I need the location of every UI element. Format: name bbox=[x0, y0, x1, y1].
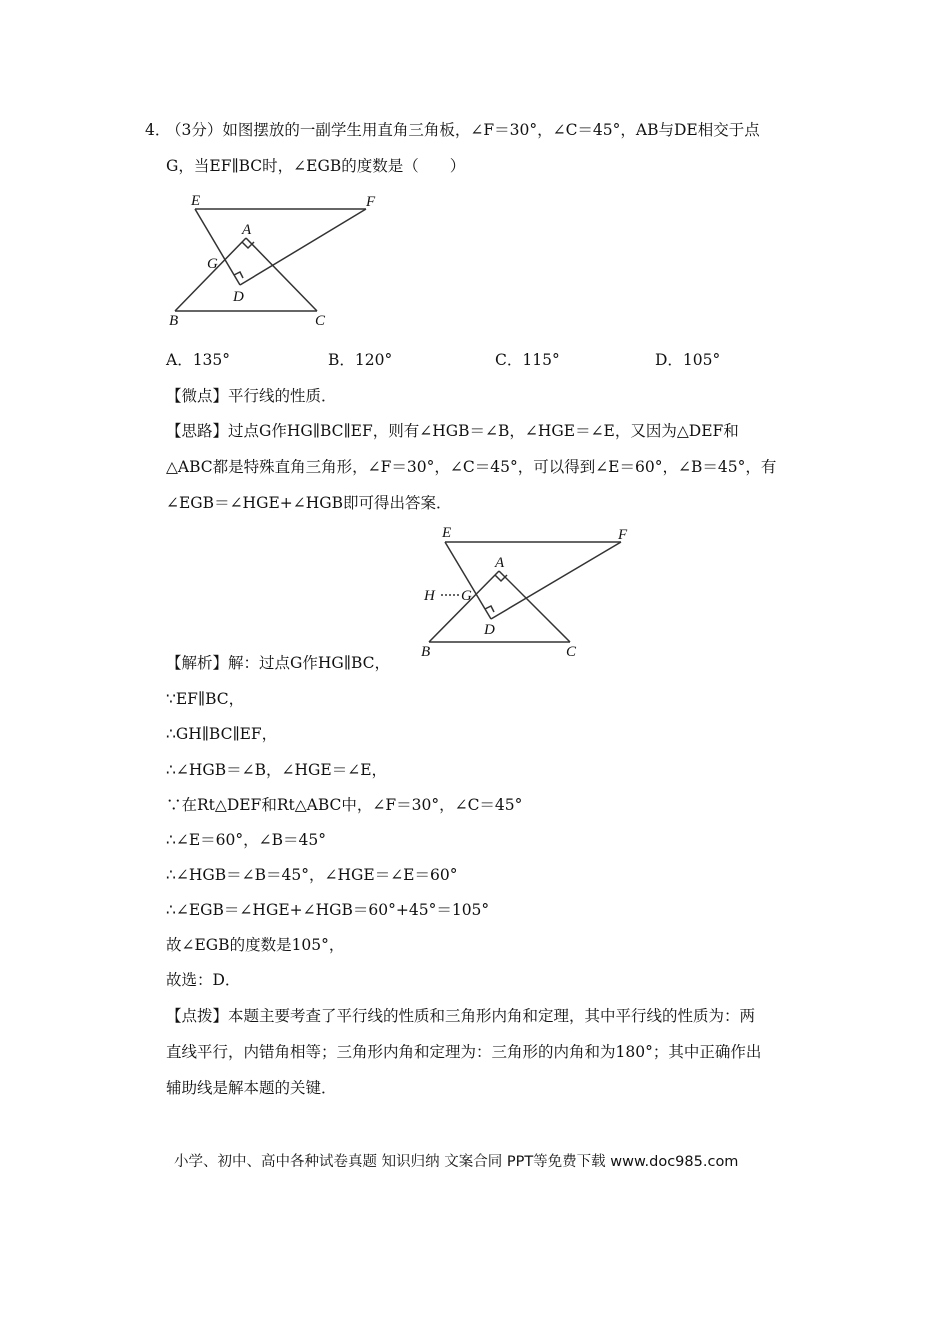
label-B: B bbox=[421, 644, 431, 660]
label-A: A bbox=[495, 555, 505, 571]
jiexi-line6: ∴∠E＝60°，∠B＝45° bbox=[166, 831, 326, 849]
silu-line2: △ABC都是特殊直角三角形，∠F＝30°，∠C＝45°，可以得到∠E＝60°，∠B＝45°，有 bbox=[166, 458, 777, 476]
question-text-line1: （3分）如图摆放的一副学生用直角三角板，∠F＝30°，∠C＝45°，AB与DE相交于点 bbox=[166, 121, 760, 139]
option-b[interactable]: B．120° bbox=[328, 351, 393, 369]
label-G: G bbox=[207, 256, 218, 272]
label-C: C bbox=[566, 644, 577, 660]
jiexi-line3: ∴GH∥BC∥EF， bbox=[166, 725, 278, 743]
jiexi-line2: ∵EF∥BC， bbox=[166, 690, 245, 708]
label-F: F bbox=[366, 194, 376, 210]
figure-triangles-auxiliary bbox=[415, 522, 640, 662]
label-A: A bbox=[242, 222, 252, 238]
option-a[interactable]: A．135° bbox=[166, 351, 231, 369]
label-G: G bbox=[461, 588, 472, 604]
jiexi-line10: 故选：D． bbox=[166, 971, 241, 989]
label-H: H bbox=[424, 588, 435, 604]
figure-triangles bbox=[160, 190, 400, 335]
question-text-line2: G，当EF∥BC时，∠EGB的度数是（ ） bbox=[166, 157, 466, 175]
option-d[interactable]: D．105° bbox=[655, 351, 721, 369]
label-F: F bbox=[618, 527, 628, 543]
weidian: 【微点】平行线的性质． bbox=[166, 387, 337, 405]
dianbo-line3: 辅助线是解本题的关键． bbox=[166, 1079, 337, 1097]
silu-line3: ∠EGB＝∠HGE+∠HGB即可得出答案． bbox=[166, 494, 452, 512]
page-footer: 小学、初中、高中各种试卷真题 知识归纳 文案合同 PPT等免费下载 www.doc985.com bbox=[174, 1154, 739, 1170]
jiexi-line9: 故∠EGB的度数是105°， bbox=[166, 936, 345, 954]
label-C: C bbox=[315, 313, 326, 329]
jiexi-line1: 【解析】解：过点G作HG∥BC， bbox=[166, 654, 390, 672]
jiexi-line5: ∵在Rt△DEF和Rt△ABC中，∠F＝30°，∠C＝45° bbox=[166, 796, 523, 814]
label-E: E bbox=[191, 193, 201, 209]
question-number: 4． bbox=[145, 121, 171, 139]
label-B: B bbox=[169, 313, 179, 329]
label-D: D bbox=[233, 289, 244, 305]
jiexi-line8: ∴∠EGB＝∠HGE+∠HGB＝60°+45°＝105° bbox=[166, 901, 490, 919]
label-E: E bbox=[442, 525, 452, 541]
silu-line1: 【思路】过点G作HG∥BC∥EF，则有∠HGB＝∠B，∠HGE＝∠E，又因为△DEF和 bbox=[166, 422, 739, 440]
jiexi-line4: ∴∠HGB＝∠B，∠HGE＝∠E， bbox=[166, 761, 388, 779]
jiexi-line7: ∴∠HGB＝∠B＝45°，∠HGE＝∠E＝60° bbox=[166, 866, 458, 884]
label-D: D bbox=[484, 622, 495, 638]
dianbo-line1: 【点拨】本题主要考查了平行线的性质和三角形内角和定理，其中平行线的性质为：两 bbox=[166, 1007, 756, 1025]
option-c[interactable]: C．115° bbox=[495, 351, 560, 369]
dianbo-line2: 直线平行，内错角相等；三角形内角和定理为：三角形的内角和为180°；其中正确作出 bbox=[166, 1043, 762, 1061]
